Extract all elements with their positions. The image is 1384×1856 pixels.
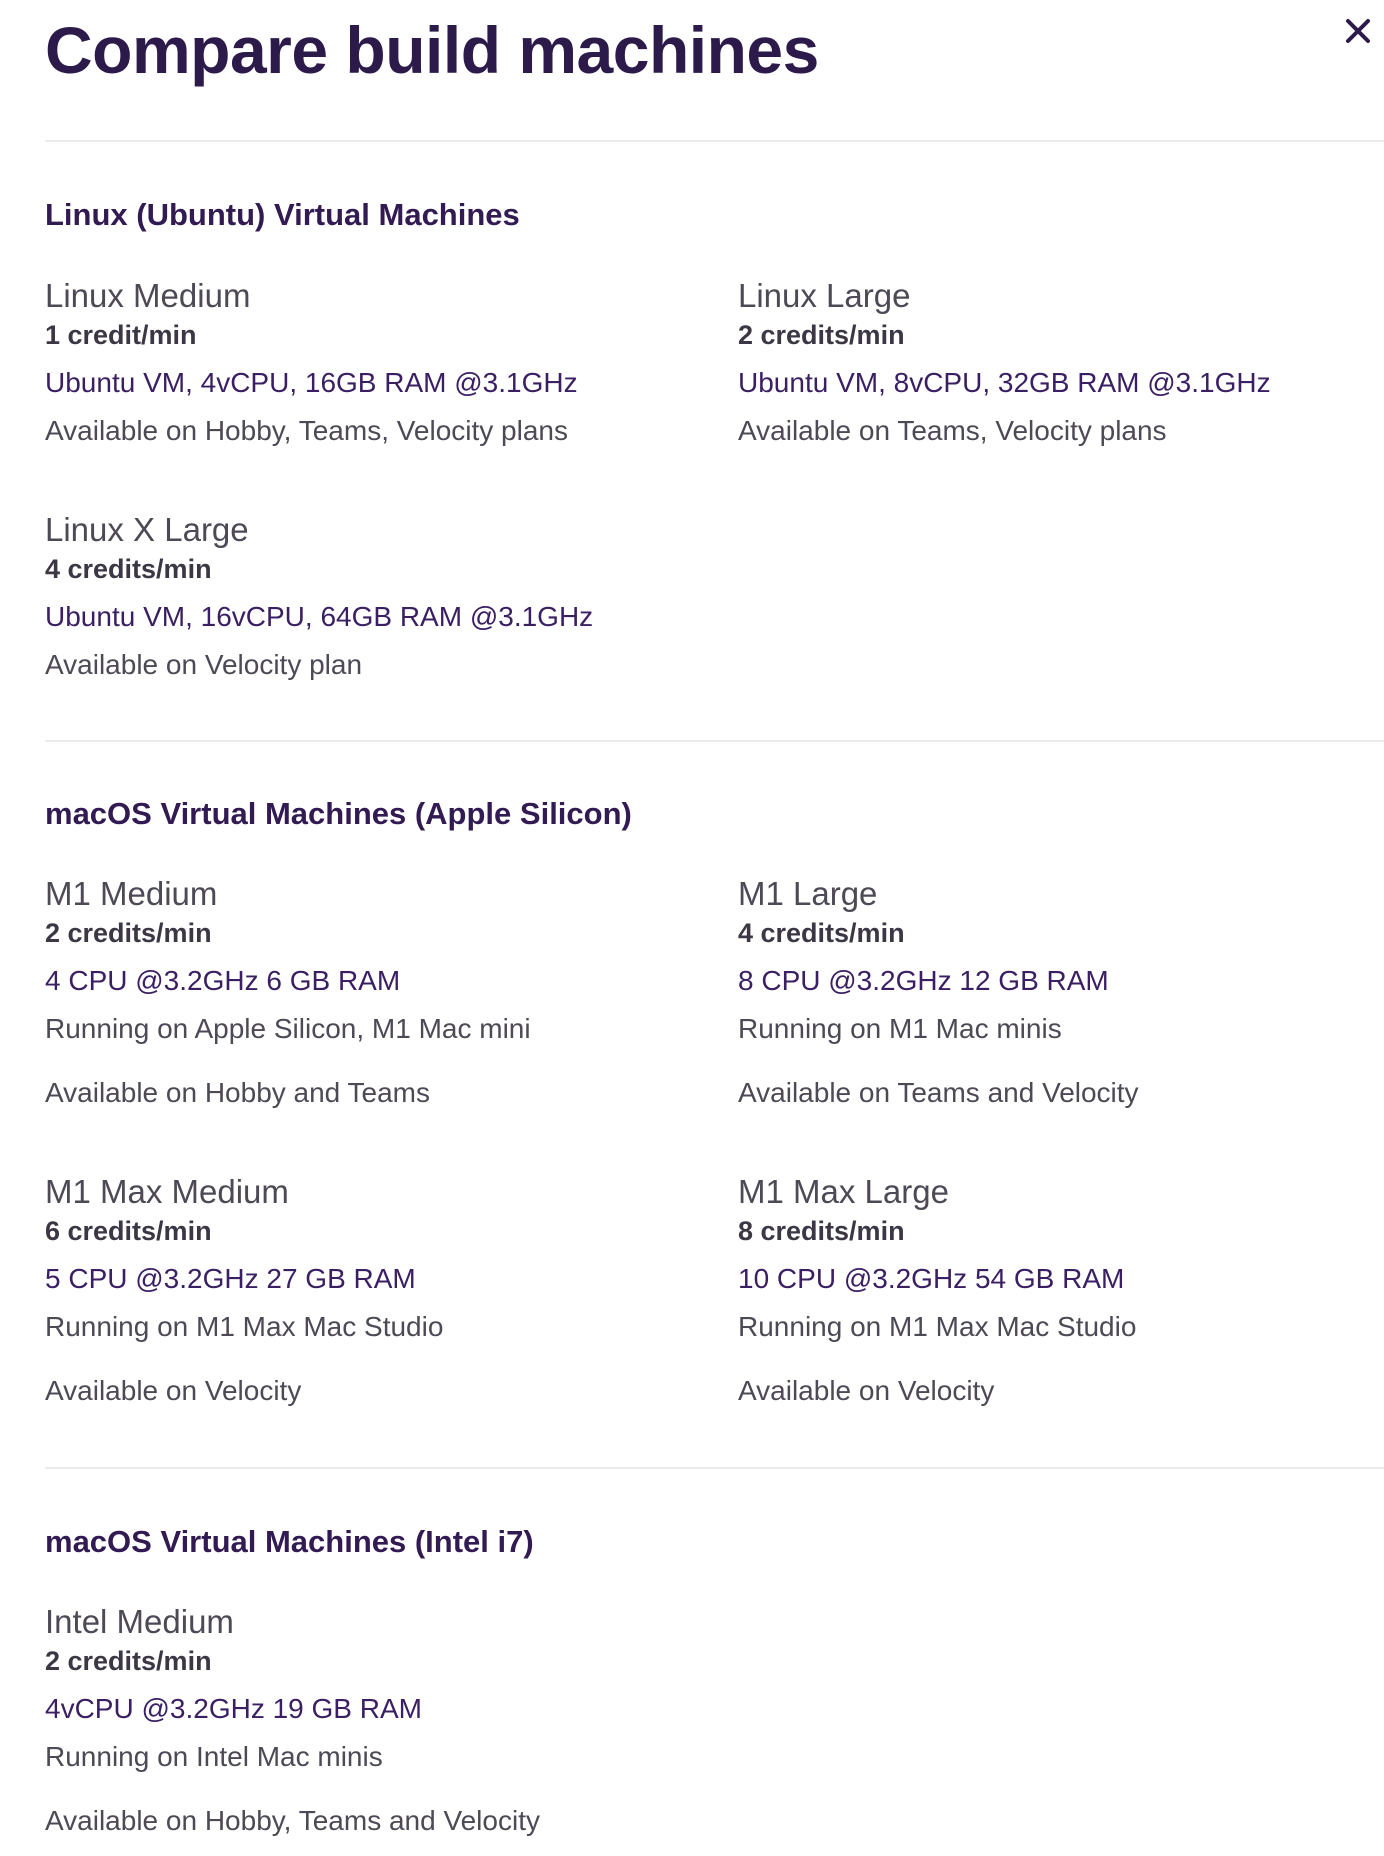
compare-machines-panel	[45, 0, 1384, 1856]
section-divider	[45, 140, 1384, 142]
machine-name: M1 Medium	[45, 875, 218, 912]
machine-hardware: Running on M1 Mac minis	[738, 1013, 1062, 1044]
machine-hardware: Running on M1 Max Mac Studio	[738, 1311, 1137, 1342]
machine-hardware: Running on Apple Silicon, M1 Mac mini	[45, 1013, 531, 1044]
machine-hardware: Running on Intel Mac minis	[45, 1741, 383, 1772]
machine-credits: 2 credits/min	[738, 320, 905, 350]
machine-name: M1 Large	[738, 875, 878, 912]
machine-specs: Ubuntu VM, 8vCPU, 32GB RAM @3.1GHz	[738, 367, 1271, 398]
close-icon	[1341, 14, 1375, 48]
machine-credits: 4 credits/min	[45, 554, 212, 584]
machine-name: Linux X Large	[45, 511, 249, 548]
machine-availability: Available on Teams and Velocity	[738, 1077, 1139, 1108]
machine-credits: 2 credits/min	[45, 918, 212, 948]
machine-credits: 8 credits/min	[738, 1216, 905, 1246]
section-heading-apple-silicon: macOS Virtual Machines (Apple Silicon)	[45, 796, 632, 831]
machine-credits: 2 credits/min	[45, 1646, 212, 1676]
section-divider	[45, 740, 1384, 742]
machine-credits: 4 credits/min	[738, 918, 905, 948]
machine-name: Linux Large	[738, 277, 911, 314]
machine-name: M1 Max Large	[738, 1173, 949, 1210]
machine-availability: Available on Velocity	[45, 1375, 302, 1406]
machine-specs: Ubuntu VM, 16vCPU, 64GB RAM @3.1GHz	[45, 601, 594, 632]
machine-name: M1 Max Medium	[45, 1173, 289, 1210]
machine-specs: 10 CPU @3.2GHz 54 GB RAM	[738, 1263, 1125, 1294]
machine-credits: 1 credit/min	[45, 320, 197, 350]
machine-specs: 4 CPU @3.2GHz 6 GB RAM	[45, 965, 401, 996]
machine-specs: Ubuntu VM, 4vCPU, 16GB RAM @3.1GHz	[45, 367, 578, 398]
section-heading-linux: Linux (Ubuntu) Virtual Machines	[45, 197, 520, 232]
machine-specs: 4vCPU @3.2GHz 19 GB RAM	[45, 1693, 422, 1724]
machine-hardware: Running on M1 Max Mac Studio	[45, 1311, 444, 1342]
machine-availability: Available on Hobby, Teams, Velocity plans	[45, 415, 568, 446]
machine-specs: 8 CPU @3.2GHz 12 GB RAM	[738, 965, 1109, 996]
close-button[interactable]	[1341, 14, 1375, 48]
section-divider	[45, 1467, 1384, 1469]
machine-credits: 6 credits/min	[45, 1216, 212, 1246]
machine-specs: 5 CPU @3.2GHz 27 GB RAM	[45, 1263, 416, 1294]
machine-name: Linux Medium	[45, 277, 251, 314]
machine-availability: Available on Hobby and Teams	[45, 1077, 430, 1108]
section-heading-intel: macOS Virtual Machines (Intel i7)	[45, 1524, 534, 1559]
machine-availability: Available on Velocity	[738, 1375, 995, 1406]
machine-availability: Available on Teams, Velocity plans	[738, 415, 1167, 446]
page-title: Compare build machines	[45, 13, 819, 87]
machine-name: Intel Medium	[45, 1603, 234, 1640]
machine-availability: Available on Velocity plan	[45, 649, 363, 680]
machine-availability: Available on Hobby, Teams and Velocity	[45, 1805, 540, 1836]
